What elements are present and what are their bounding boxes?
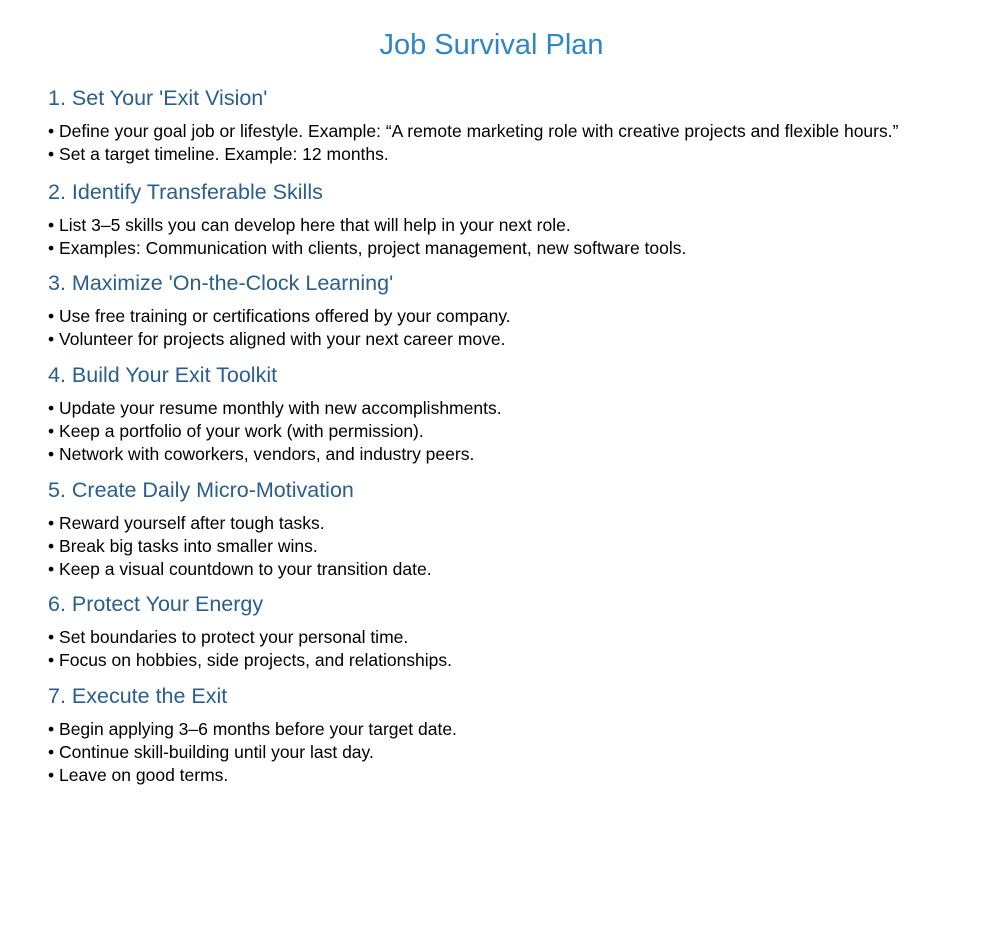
section-transferable-skills (48, 178, 948, 260)
section-heading: 1. Set Your 'Exit Vision' (48, 86, 268, 110)
bullet-text: Examples: Communication with clients, project management, new software tools. (59, 238, 687, 258)
list-item (48, 328, 948, 351)
list-item (48, 764, 948, 787)
list-item (48, 143, 948, 166)
bullet-text: Reward yourself after tough tasks. (59, 513, 325, 533)
list-item (48, 512, 948, 535)
list-item (48, 535, 948, 558)
bullet-text: Update your resume monthly with new accomplishments. (59, 398, 502, 418)
bullet-icon: • (48, 719, 55, 739)
list-item (48, 397, 948, 420)
bullet-text: Set boundaries to protect your personal time. (59, 627, 409, 647)
bullet-icon: • (48, 215, 55, 235)
bullet-icon: • (48, 650, 55, 670)
bullet-icon: • (48, 306, 55, 326)
bullet-list (48, 120, 948, 166)
bullet-icon: • (48, 536, 55, 556)
section-heading: 7. Execute the Exit (48, 684, 228, 708)
section-exit-toolkit (48, 361, 948, 466)
section-heading: 4. Build Your Exit Toolkit (48, 363, 278, 387)
section-heading: 6. Protect Your Energy (48, 592, 264, 616)
bullet-icon: • (48, 627, 55, 647)
bullet-icon: • (48, 513, 55, 533)
bullet-text: Break big tasks into smaller wins. (59, 536, 318, 556)
section-on-the-clock-learning (48, 269, 948, 351)
section-heading: 5. Create Daily Micro-Motivation (48, 478, 354, 502)
list-item (48, 420, 948, 443)
bullet-icon: • (48, 329, 55, 349)
bullet-list (48, 214, 948, 260)
list-item (48, 558, 948, 581)
list-item (48, 120, 948, 143)
bullet-icon: • (48, 421, 55, 441)
bullet-list (48, 397, 948, 466)
bullet-icon: • (48, 144, 55, 164)
list-item (48, 741, 948, 764)
section-exit-vision (48, 84, 948, 166)
bullet-text: Leave on good terms. (59, 765, 229, 785)
bullet-text: List 3–5 skills you can develop here that will help in your next role. (59, 215, 571, 235)
bullet-text: Volunteer for projects aligned with your next career move. (59, 329, 506, 349)
bullet-icon: • (48, 742, 55, 762)
section-protect-energy (48, 590, 948, 672)
bullet-text: Keep a visual countdown to your transition date. (59, 559, 432, 579)
bullet-icon: • (48, 121, 55, 141)
bullet-text: Continue skill-building until your last day. (59, 742, 374, 762)
list-item (48, 305, 948, 328)
list-item (48, 626, 948, 649)
section-heading: 3. Maximize 'On-the-Clock Learning' (48, 271, 394, 295)
bullet-list (48, 512, 948, 581)
bullet-text: Keep a portfolio of your work (with permission). (59, 421, 424, 441)
list-item (48, 649, 948, 672)
bullet-text: Begin applying 3–6 months before your target date. (59, 719, 457, 739)
bullet-text: Set a target timeline. Example: 12 months. (59, 144, 389, 164)
list-item (48, 443, 948, 466)
bullet-icon: • (48, 398, 55, 418)
bullet-text: Network with coworkers, vendors, and industry peers. (59, 444, 475, 464)
bullet-text: Use free training or certifications offered by your company. (59, 306, 511, 326)
list-item (48, 237, 948, 260)
plan-sections (48, 84, 948, 787)
list-item (48, 718, 948, 741)
section-micro-motivation (48, 476, 948, 581)
bullet-icon: • (48, 238, 55, 258)
document-title: Job Survival Plan (379, 29, 604, 61)
bullet-text: Define your goal job or lifestyle. Example: “A remote marketing role with creative projects and flexible hours.” (59, 121, 899, 141)
bullet-icon: • (48, 444, 55, 464)
section-heading: 2. Identify Transferable Skills (48, 180, 323, 204)
bullet-text: Focus on hobbies, side projects, and relationships. (59, 650, 453, 670)
bullet-list (48, 718, 948, 787)
bullet-list (48, 305, 948, 351)
bullet-list (48, 626, 948, 672)
bullet-icon: • (48, 765, 55, 785)
bullet-icon: • (48, 559, 55, 579)
section-execute-exit (48, 682, 948, 787)
list-item (48, 214, 948, 237)
